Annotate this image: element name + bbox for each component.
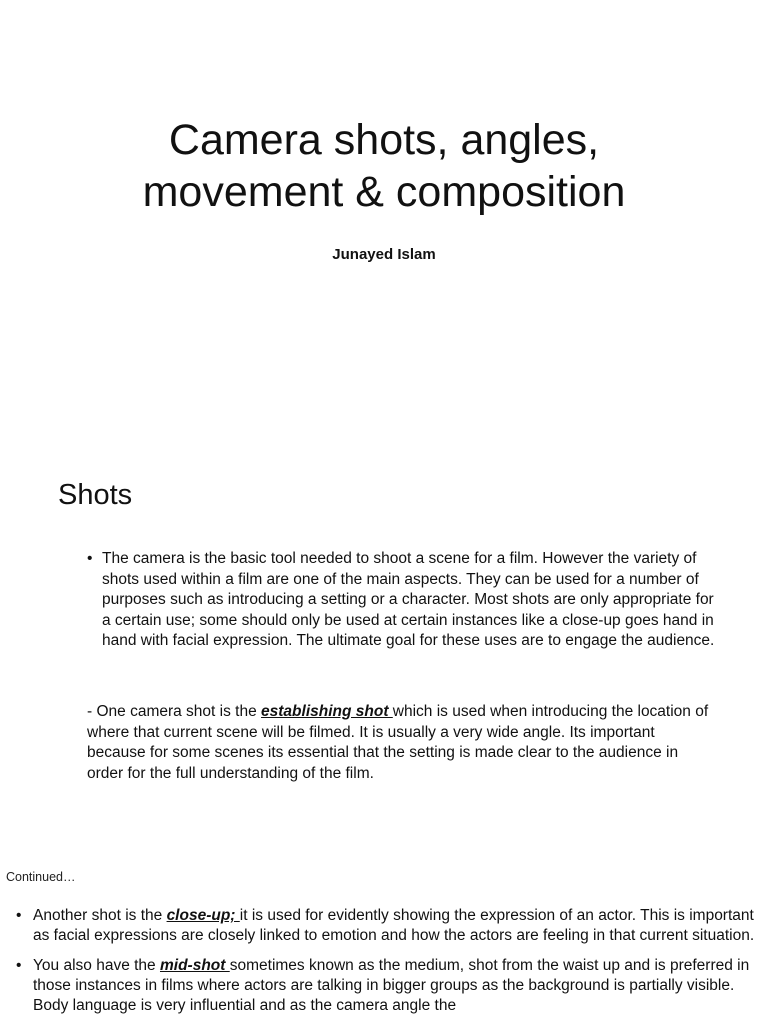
item-suffix: sometimes known as the medium, shot from the waist up and is preferred in those instances in films where actors are talking in bigger groups as the background is partially visible. Body language is very influential and as the camera angle the xyxy=(33,957,750,1014)
bullet-icon: • xyxy=(16,957,22,974)
list-item-text xyxy=(33,906,756,946)
item-suffix: it is used for evidently showing the expression of an actor. This is important as facial expressions are closely linked to emotion and how the actors are feeling in that current situation. xyxy=(33,907,755,944)
author-name: Junayed Islam xyxy=(332,246,436,263)
title-line-2: movement & composition xyxy=(142,168,626,216)
continued-label: Continued… xyxy=(6,870,76,884)
shots-slide xyxy=(0,432,768,864)
item-prefix: Another shot is the xyxy=(33,907,167,924)
dash-prefix: - One camera shot is the xyxy=(87,703,262,720)
bullet-icon: • xyxy=(87,550,93,567)
list-item xyxy=(16,956,756,1016)
dash-suffix: which is used when introducing the location of where that current scene will be filmed. It is usually a very wide angle. Its important because for some scenes its essential that the setting is made clear to the audience in order for the full understanding of the film. xyxy=(87,703,709,782)
item-prefix: You also have the xyxy=(33,957,160,974)
presentation-title xyxy=(0,114,768,218)
bullet-text: The camera is the basic tool needed to shoot a scene for a film. However the variety of shots used within a film are one of the main aspects. They can be used for a number of purposes such as introducing a setting or a character. Most shots are only appropriate for a certain use; some should only be used at certain instances like a close-up goes hand in hand with facial expression. The ultimate goal for these uses are to engage the audience. xyxy=(102,550,715,649)
title-line-1: Camera shots, angles, xyxy=(168,116,600,164)
title-slide xyxy=(0,0,768,432)
slide-heading: Shots xyxy=(58,479,133,511)
keyword-establishing-shot: establishing shot xyxy=(261,703,393,720)
bullet-icon: • xyxy=(16,907,22,924)
dash-paragraph xyxy=(87,702,717,784)
bullet-item xyxy=(87,549,717,652)
continued-slide xyxy=(0,864,768,1024)
keyword-close-up: close-up; xyxy=(166,907,240,924)
list-item xyxy=(16,906,756,946)
list-item-text xyxy=(33,956,756,1016)
bullet-list xyxy=(16,906,756,1024)
keyword-mid-shot: mid-shot xyxy=(159,957,230,974)
